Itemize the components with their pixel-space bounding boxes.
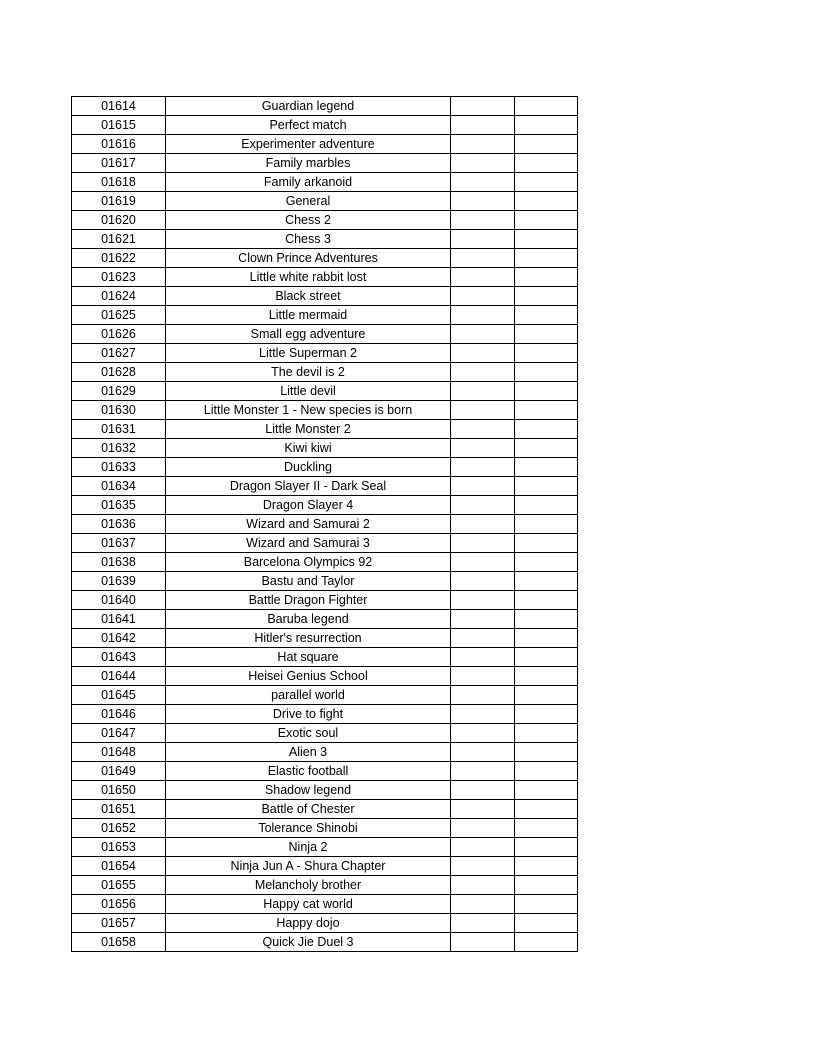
table-row	[72, 192, 578, 211]
title-cell: Guardian legend	[166, 97, 451, 116]
empty-cell-1	[451, 838, 515, 857]
id-cell: 01658	[72, 933, 166, 952]
title-cell: Little white rabbit lost	[166, 268, 451, 287]
table-row	[72, 306, 578, 325]
id-cell: 01624	[72, 287, 166, 306]
empty-cell-2	[515, 211, 578, 230]
empty-cell-2	[515, 572, 578, 591]
table-row	[72, 344, 578, 363]
empty-cell-2	[515, 173, 578, 192]
empty-cell-2	[515, 895, 578, 914]
empty-cell-2	[515, 287, 578, 306]
empty-cell-2	[515, 268, 578, 287]
empty-cell-1	[451, 553, 515, 572]
empty-cell-1	[451, 249, 515, 268]
table-row	[72, 154, 578, 173]
title-cell: Ninja 2	[166, 838, 451, 857]
empty-cell-1	[451, 876, 515, 895]
empty-cell-1	[451, 401, 515, 420]
title-cell: Barcelona Olympics 92	[166, 553, 451, 572]
id-cell: 01652	[72, 819, 166, 838]
table-row	[72, 800, 578, 819]
empty-cell-2	[515, 648, 578, 667]
table-row	[72, 610, 578, 629]
empty-cell-2	[515, 857, 578, 876]
table-row	[72, 724, 578, 743]
empty-cell-2	[515, 705, 578, 724]
empty-cell-2	[515, 876, 578, 895]
id-cell: 01640	[72, 591, 166, 610]
empty-cell-2	[515, 610, 578, 629]
empty-cell-1	[451, 173, 515, 192]
id-cell: 01636	[72, 515, 166, 534]
empty-cell-1	[451, 914, 515, 933]
empty-cell-2	[515, 249, 578, 268]
empty-cell-1	[451, 515, 515, 534]
title-cell: General	[166, 192, 451, 211]
id-cell: 01653	[72, 838, 166, 857]
title-cell: Family arkanoid	[166, 173, 451, 192]
empty-cell-2	[515, 477, 578, 496]
title-cell: Melancholy brother	[166, 876, 451, 895]
table-row	[72, 401, 578, 420]
id-cell: 01619	[72, 192, 166, 211]
table-row	[72, 135, 578, 154]
id-cell: 01627	[72, 344, 166, 363]
empty-cell-2	[515, 667, 578, 686]
table-row	[72, 249, 578, 268]
id-cell: 01635	[72, 496, 166, 515]
table-row	[72, 230, 578, 249]
empty-cell-2	[515, 781, 578, 800]
empty-cell-1	[451, 800, 515, 819]
table-row	[72, 477, 578, 496]
empty-cell-1	[451, 781, 515, 800]
empty-cell-1	[451, 363, 515, 382]
empty-cell-1	[451, 610, 515, 629]
id-cell: 01630	[72, 401, 166, 420]
title-cell: Small egg adventure	[166, 325, 451, 344]
empty-cell-1	[451, 629, 515, 648]
empty-cell-2	[515, 762, 578, 781]
empty-cell-1	[451, 819, 515, 838]
id-cell: 01618	[72, 173, 166, 192]
table-row	[72, 211, 578, 230]
id-cell: 01625	[72, 306, 166, 325]
table-row	[72, 933, 578, 952]
empty-cell-2	[515, 686, 578, 705]
title-cell: Ninja Jun A - Shura Chapter	[166, 857, 451, 876]
title-cell: Clown Prince Adventures	[166, 249, 451, 268]
table-row	[72, 268, 578, 287]
id-cell: 01641	[72, 610, 166, 629]
title-cell: Black street	[166, 287, 451, 306]
title-cell: Drive to fight	[166, 705, 451, 724]
empty-cell-2	[515, 116, 578, 135]
title-cell: The devil is 2	[166, 363, 451, 382]
id-cell: 01616	[72, 135, 166, 154]
empty-cell-1	[451, 154, 515, 173]
table-row	[72, 116, 578, 135]
empty-cell-2	[515, 382, 578, 401]
empty-cell-2	[515, 800, 578, 819]
empty-cell-1	[451, 762, 515, 781]
title-cell: Quick Jie Duel 3	[166, 933, 451, 952]
id-cell: 01656	[72, 895, 166, 914]
title-cell: Little devil	[166, 382, 451, 401]
table-row	[72, 781, 578, 800]
empty-cell-2	[515, 458, 578, 477]
id-cell: 01637	[72, 534, 166, 553]
empty-cell-2	[515, 743, 578, 762]
id-cell: 01623	[72, 268, 166, 287]
empty-cell-1	[451, 211, 515, 230]
table-row	[72, 572, 578, 591]
empty-cell-2	[515, 515, 578, 534]
empty-cell-1	[451, 325, 515, 344]
table-row	[72, 914, 578, 933]
empty-cell-2	[515, 591, 578, 610]
title-cell: Dragon Slayer 4	[166, 496, 451, 515]
table-row	[72, 287, 578, 306]
title-cell: Wizard and Samurai 2	[166, 515, 451, 534]
id-cell: 01614	[72, 97, 166, 116]
title-cell: Baruba legend	[166, 610, 451, 629]
table-row	[72, 762, 578, 781]
game-list-table	[71, 96, 578, 952]
title-cell: Hat square	[166, 648, 451, 667]
title-cell: Heisei Genius School	[166, 667, 451, 686]
table-row	[72, 629, 578, 648]
table-row	[72, 420, 578, 439]
empty-cell-2	[515, 439, 578, 458]
id-cell: 01631	[72, 420, 166, 439]
id-cell: 01642	[72, 629, 166, 648]
table-row	[72, 667, 578, 686]
id-cell: 01650	[72, 781, 166, 800]
empty-cell-1	[451, 686, 515, 705]
empty-cell-1	[451, 724, 515, 743]
id-cell: 01633	[72, 458, 166, 477]
title-cell: Alien 3	[166, 743, 451, 762]
id-cell: 01629	[72, 382, 166, 401]
title-cell: Happy cat world	[166, 895, 451, 914]
empty-cell-1	[451, 420, 515, 439]
id-cell: 01638	[72, 553, 166, 572]
id-cell: 01649	[72, 762, 166, 781]
table-row	[72, 458, 578, 477]
table-row	[72, 686, 578, 705]
empty-cell-2	[515, 838, 578, 857]
empty-cell-2	[515, 363, 578, 382]
id-cell: 01643	[72, 648, 166, 667]
table-row	[72, 876, 578, 895]
table-row	[72, 705, 578, 724]
id-cell: 01651	[72, 800, 166, 819]
title-cell: parallel world	[166, 686, 451, 705]
empty-cell-1	[451, 857, 515, 876]
id-cell: 01655	[72, 876, 166, 895]
empty-cell-2	[515, 629, 578, 648]
table-row	[72, 325, 578, 344]
empty-cell-1	[451, 97, 515, 116]
empty-cell-1	[451, 287, 515, 306]
empty-cell-2	[515, 420, 578, 439]
id-cell: 01628	[72, 363, 166, 382]
id-cell: 01632	[72, 439, 166, 458]
id-cell: 01644	[72, 667, 166, 686]
empty-cell-2	[515, 914, 578, 933]
empty-cell-2	[515, 344, 578, 363]
empty-cell-2	[515, 325, 578, 344]
title-cell: Kiwi kiwi	[166, 439, 451, 458]
empty-cell-1	[451, 458, 515, 477]
table-row	[72, 496, 578, 515]
id-cell: 01617	[72, 154, 166, 173]
table-row	[72, 382, 578, 401]
title-cell: Battle of Chester	[166, 800, 451, 819]
title-cell: Little Monster 1 - New species is born	[166, 401, 451, 420]
table-row	[72, 173, 578, 192]
id-cell: 01648	[72, 743, 166, 762]
empty-cell-1	[451, 230, 515, 249]
empty-cell-1	[451, 268, 515, 287]
title-cell: Little Superman 2	[166, 344, 451, 363]
game-list-body	[72, 97, 578, 952]
title-cell: Little mermaid	[166, 306, 451, 325]
title-cell: Chess 3	[166, 230, 451, 249]
empty-cell-1	[451, 895, 515, 914]
title-cell: Battle Dragon Fighter	[166, 591, 451, 610]
empty-cell-1	[451, 192, 515, 211]
id-cell: 01647	[72, 724, 166, 743]
id-cell: 01657	[72, 914, 166, 933]
id-cell: 01626	[72, 325, 166, 344]
empty-cell-2	[515, 306, 578, 325]
empty-cell-1	[451, 705, 515, 724]
id-cell: 01646	[72, 705, 166, 724]
id-cell: 01615	[72, 116, 166, 135]
table-row	[72, 515, 578, 534]
empty-cell-1	[451, 382, 515, 401]
empty-cell-1	[451, 306, 515, 325]
empty-cell-1	[451, 439, 515, 458]
empty-cell-2	[515, 97, 578, 116]
empty-cell-1	[451, 591, 515, 610]
title-cell: Elastic football	[166, 762, 451, 781]
empty-cell-2	[515, 724, 578, 743]
table-row	[72, 857, 578, 876]
id-cell: 01634	[72, 477, 166, 496]
empty-cell-2	[515, 819, 578, 838]
table-row	[72, 648, 578, 667]
title-cell: Bastu and Taylor	[166, 572, 451, 591]
title-cell: Duckling	[166, 458, 451, 477]
empty-cell-2	[515, 154, 578, 173]
empty-cell-1	[451, 135, 515, 154]
empty-cell-1	[451, 648, 515, 667]
empty-cell-2	[515, 192, 578, 211]
empty-cell-1	[451, 534, 515, 553]
title-cell: Little Monster 2	[166, 420, 451, 439]
title-cell: Hitler's resurrection	[166, 629, 451, 648]
table-row	[72, 819, 578, 838]
table-row	[72, 743, 578, 762]
title-cell: Shadow legend	[166, 781, 451, 800]
title-cell: Tolerance Shinobi	[166, 819, 451, 838]
id-cell: 01620	[72, 211, 166, 230]
empty-cell-2	[515, 553, 578, 572]
table-row	[72, 363, 578, 382]
empty-cell-1	[451, 477, 515, 496]
empty-cell-2	[515, 135, 578, 154]
empty-cell-1	[451, 933, 515, 952]
id-cell: 01622	[72, 249, 166, 268]
table-row	[72, 553, 578, 572]
table-row	[72, 97, 578, 116]
empty-cell-1	[451, 344, 515, 363]
empty-cell-1	[451, 667, 515, 686]
title-cell: Perfect match	[166, 116, 451, 135]
title-cell: Happy dojo	[166, 914, 451, 933]
empty-cell-1	[451, 572, 515, 591]
empty-cell-2	[515, 230, 578, 249]
empty-cell-1	[451, 116, 515, 135]
table-row	[72, 838, 578, 857]
id-cell: 01654	[72, 857, 166, 876]
table-row	[72, 895, 578, 914]
id-cell: 01621	[72, 230, 166, 249]
id-cell: 01645	[72, 686, 166, 705]
empty-cell-1	[451, 743, 515, 762]
empty-cell-1	[451, 496, 515, 515]
table-row	[72, 591, 578, 610]
empty-cell-2	[515, 534, 578, 553]
title-cell: Wizard and Samurai 3	[166, 534, 451, 553]
id-cell: 01639	[72, 572, 166, 591]
title-cell: Dragon Slayer II - Dark Seal	[166, 477, 451, 496]
table-row	[72, 439, 578, 458]
table-row	[72, 534, 578, 553]
empty-cell-2	[515, 933, 578, 952]
title-cell: Family marbles	[166, 154, 451, 173]
empty-cell-2	[515, 496, 578, 515]
title-cell: Chess 2	[166, 211, 451, 230]
empty-cell-2	[515, 401, 578, 420]
title-cell: Experimenter adventure	[166, 135, 451, 154]
title-cell: Exotic soul	[166, 724, 451, 743]
